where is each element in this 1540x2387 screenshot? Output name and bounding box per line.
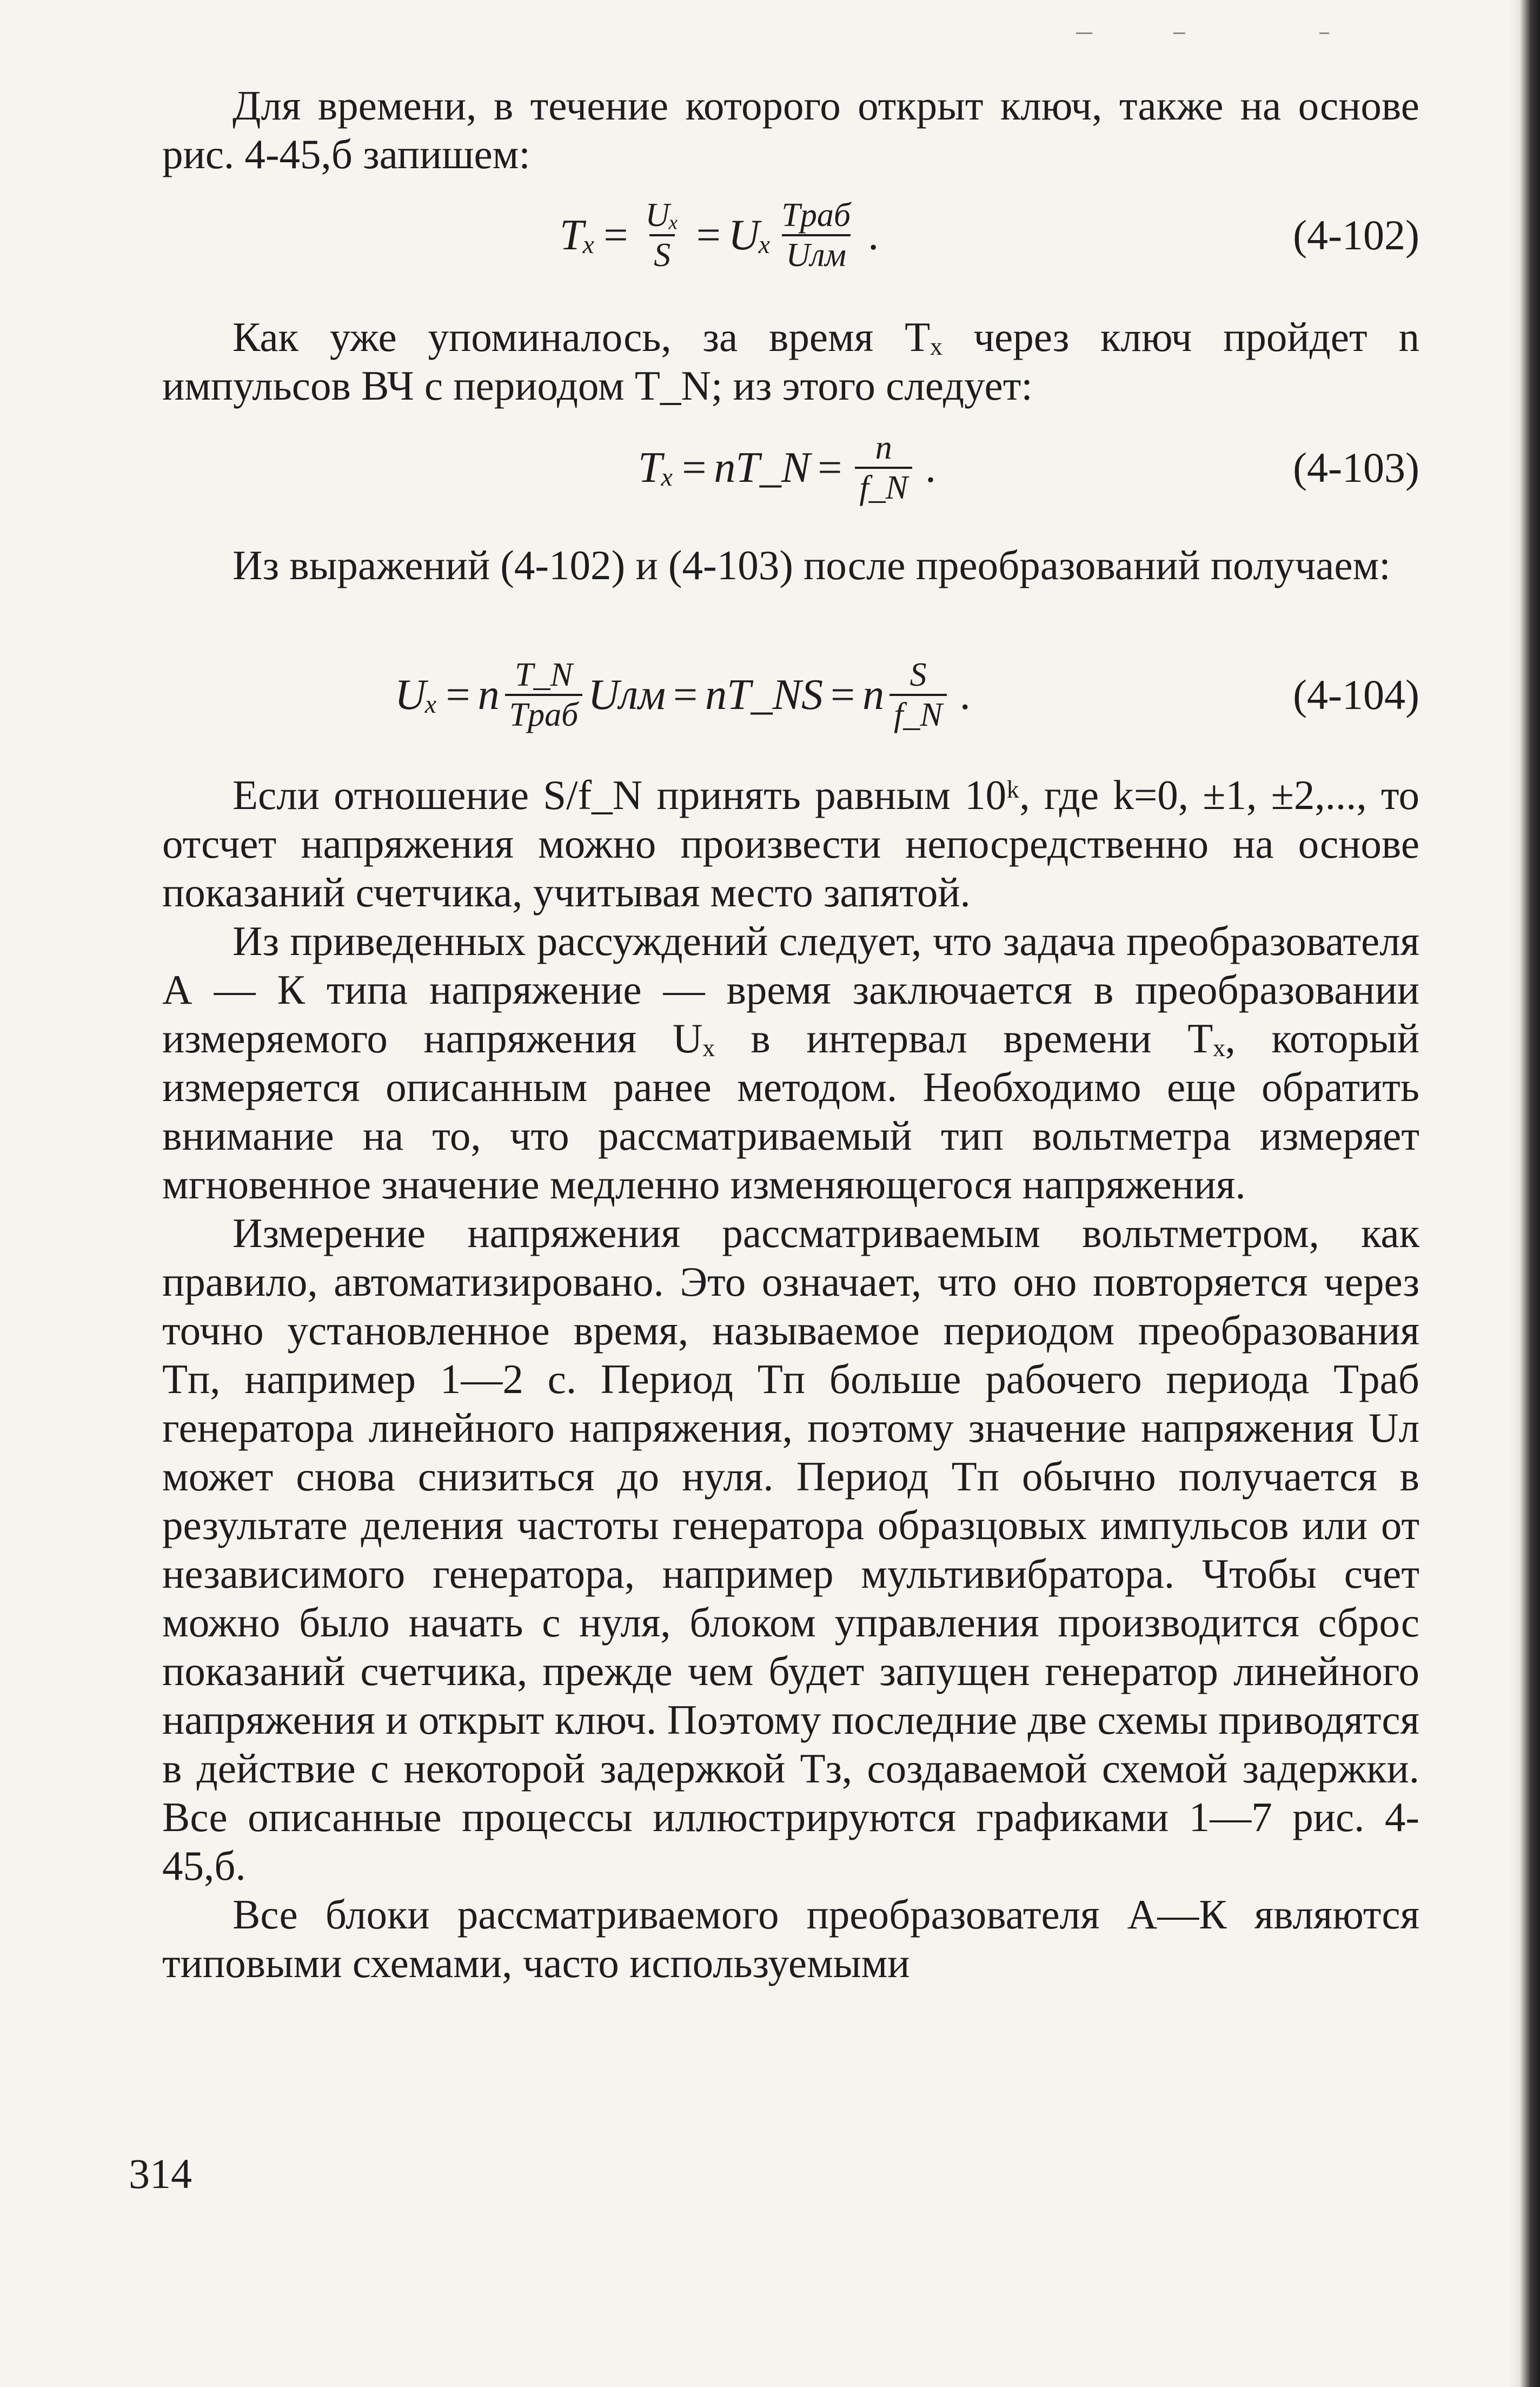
equation-4-103: [162, 427, 1419, 508]
eq2-fraction: [855, 429, 912, 507]
intro-text-2: Как уже упоминалось, за время Tₓ через ключ пройдет n импульсов ВЧ с периодом T_N; из этого следует:: [162, 314, 1419, 409]
intro-paragraph-1: [162, 81, 1419, 178]
intro-text-3: Из выражений (4-102) и (4-103) после преобразований получаем:: [233, 542, 1391, 588]
eq3-fraction-1: [505, 656, 583, 734]
eq2-frac-numerator: n: [875, 429, 892, 466]
eq1-lhs: Tₓ: [560, 211, 596, 259]
body-text: [162, 771, 1419, 1987]
eq1-fraction-1: [641, 196, 683, 274]
eq1-frac2-denominator: Uлм: [782, 234, 851, 274]
eq1-frac1-denominator: S: [649, 234, 675, 274]
eq3-equals: =: [673, 671, 698, 719]
eq3-number: (4-104): [1293, 671, 1419, 718]
eq1-equals: =: [696, 211, 721, 259]
scan-speck: [1076, 32, 1092, 34]
eq1-middle-term: Uₓ: [728, 211, 772, 259]
paragraph-3: Измерение напряжения рассматриваемым вольтметром, как правило, автоматизировано. Это означает, что оно повторяется через точно установленное время, называемое периодом преобразования Tп, например 1—2 с. Период Tп больше рабочего периода Tраб генератора линейного напряжения, поэтому значение напряжения Uл может снова снизиться до нуля. Период Tп обычно получается в результате деления частоты генератора образцовых импульсов или от независимого генератора, например мультивибратора. Чтобы счет можно было начать с нуля, блоком управления производится сброс показаний счетчика, прежде чем будет запущен генератор линейного напряжения и открыт ключ. Поэтому последние две схемы приводятся в действие с некоторой задержкой Tз, создаваемой схемой задержки. Все описанные процессы иллюстрируются графиками 1—7 рис. 4-45,б.: [162, 1210, 1419, 1889]
equation-4-102-body: [560, 195, 886, 276]
page-number: 314: [129, 2150, 192, 2197]
equation-4-104-body: [395, 654, 978, 735]
scan-speck: [1319, 32, 1329, 34]
eq2-frac-denominator: f_N: [855, 467, 912, 507]
eq3-fraction-2: [890, 656, 947, 734]
equation-4-103-body: [638, 427, 944, 508]
eq1-number: (4-102): [1293, 211, 1419, 258]
eq1-fraction-2: [777, 196, 855, 274]
eq3-term3-coefficient: n: [862, 671, 885, 719]
eq1-period: .: [868, 211, 879, 259]
intro-paragraph-2: [162, 313, 1419, 410]
eq3-frac2-numerator: S: [910, 657, 927, 693]
equation-4-104: [162, 654, 1419, 735]
intro-text-1: Для времени, в течение которого открыт ключ, также на основе рис. 4-45,б запишем:: [162, 82, 1419, 177]
page-binding-edge: [1509, 0, 1540, 2387]
paragraph-4: Все блоки рассматриваемого преобразователя А—К являются типовыми схемами, часто используемыми: [162, 1891, 1419, 1986]
paragraph-2: Из приведенных рассуждений следует, что задача преобразователя А — К типа напряжение — время заключается в преобразовании измеряемого напряжения Uₓ в интервал времени Tₓ, который измеряется описанным ранее методом. Необходимо еще обратить внимание на то, что рассматриваемый тип вольтметра измеряет мгновенное значение медленно изменяющегося напряжения.: [162, 918, 1419, 1208]
eq2-middle-term: nT_N: [714, 444, 811, 492]
eq3-frac1-denominator: Tраб: [505, 694, 583, 734]
intro-paragraph-3: [162, 541, 1419, 589]
eq3-term1-tail: Uлм: [588, 671, 666, 719]
eq2-number: (4-103): [1293, 444, 1419, 491]
eq3-frac2-denominator: f_N: [890, 694, 947, 734]
eq2-equals: =: [682, 444, 707, 492]
paragraph-1: Если отношение S/f_N принять равным 10ᵏ, где k=0, ±1, ±2,..., то отсчет напряжения можно произвести непосредственно на основе показаний счетчика, учитывая место запятой.: [162, 772, 1419, 916]
eq1-frac2-numerator: Tраб: [781, 197, 851, 234]
scan-speck: [1173, 32, 1185, 34]
eq2-lhs: Tₓ: [638, 444, 675, 492]
equation-4-102: [162, 195, 1419, 276]
eq3-lhs: Uₓ: [395, 671, 439, 719]
eq1-equals: =: [603, 211, 628, 259]
eq1-frac1-numerator: Uₓ: [645, 197, 679, 234]
eq2-period: .: [925, 444, 936, 492]
eq3-equals: =: [831, 671, 855, 719]
eq3-term1-coefficient: n: [477, 671, 500, 719]
eq3-frac1-numerator: T_N: [515, 657, 573, 693]
eq3-period: .: [959, 671, 971, 719]
eq3-term2: nT_NS: [705, 671, 824, 719]
eq2-equals: =: [818, 444, 842, 492]
eq3-equals: =: [446, 671, 470, 719]
